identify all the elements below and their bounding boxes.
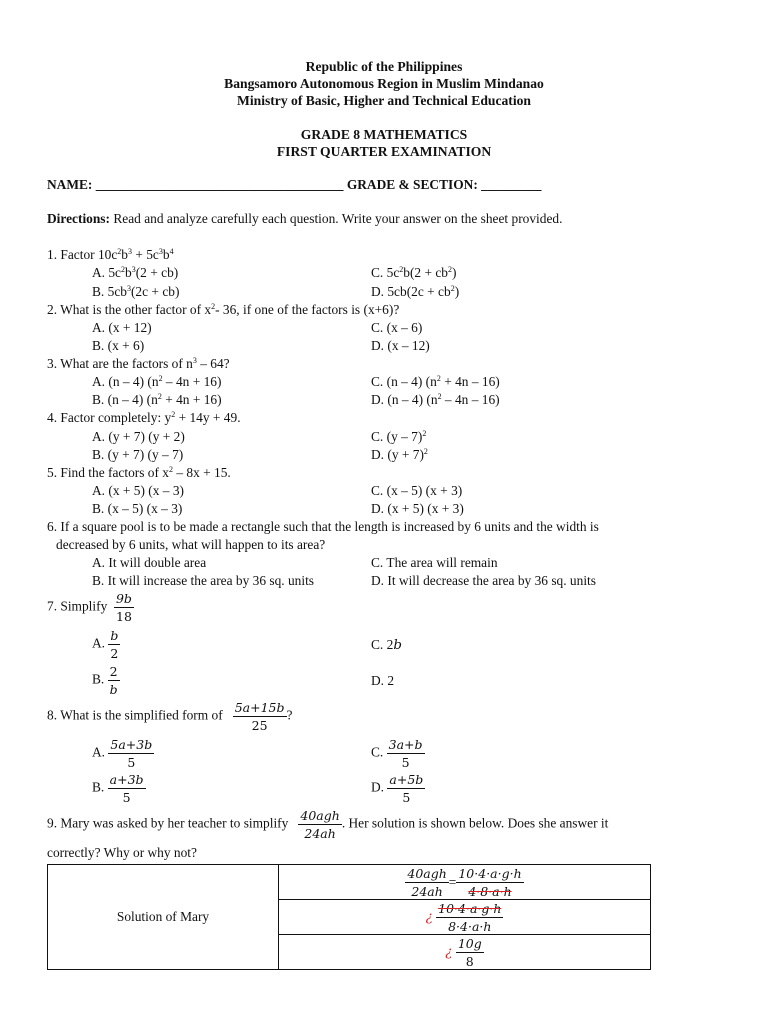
grade-section-label: GRADE & SECTION: [346,177,478,192]
q7-option-b[interactable]: B. $\frac{2}{b}$ [92,664,118,697]
question-6: 6. If a square pool is to be made a rectangle such that the length is increased by 6 units and the width is [47,519,599,534]
q3-option-c[interactable]: C. (n – 4) $(n^2 + 4n - 16)$ [371,374,500,389]
solution-table [47,864,651,970]
question-1: 1. Factor $10c^2b^3 + 5c^3b^4$ [47,247,174,262]
name-label: NAME: [47,177,93,192]
q9-fraction: $\frac{\text{40agh}}{24ah}$ [300,808,340,841]
header-republic: Republic of the Philippines [305,59,463,74]
q7-fraction: $\frac{9b}{18}$ [115,591,132,624]
q8-fraction: $\frac{5a+15b}{25}$ [234,700,285,733]
q8-option-c[interactable]: C. $\frac{3a+b}{5}$ [371,737,423,770]
question-5: 5. Find the factors of $x^2 - 8x + 15$. [47,465,231,480]
solution-label: Solution of Mary [48,865,279,970]
q8-option-a[interactable]: A. $\frac{5a+3b}{5}$ [92,737,153,770]
student-info-line [47,177,541,193]
q2-option-c[interactable]: C. (x – 6) [371,320,423,335]
q2-option-d[interactable]: D. (x – 12) [371,338,430,353]
q4-option-d[interactable]: D. $(y + 7)^2$ [371,447,428,462]
q1-option-c[interactable]: C. $5c^2b(2 + cb^2)$ [371,265,457,280]
question-9: 9. Mary was asked by her teacher to simplify $\frac{\text{40agh}}{24ah}$ . Her solution is shown below. Does she answer it [47,808,609,841]
q8-option-b[interactable]: B. $\frac{a+3b}{5}$ [92,772,144,805]
solution-step-1: $\frac{\text{40agh}}{24ah}$ = $\frac{10\cdot 4\cdot a\cdot g\cdot h}{4\cdot 8\cdot a\cdot h}$ [279,865,651,900]
header-region: Bangsamoro Autonomous Region in Muslim Mindanao [224,76,544,91]
q1-option-a[interactable]: A. $5c^2b^3(2 + cb)$ [92,265,179,280]
question-4: 4. Factor completely: $y^2 + 14y + 49$. [47,410,241,425]
q3-option-a[interactable]: A. (n – 4) $(n^2 - 4n + 16)$ [92,374,222,389]
q5-option-d[interactable]: D. (x + 5) (x + 3) [371,501,464,516]
question-9-cont: correctly? Why or why not? [47,845,197,860]
q7-option-c[interactable]: C. 2b [371,637,402,653]
q4-option-a[interactable]: A. (y + 7) (y + 2) [92,429,185,444]
question-6-cont: decreased by 6 units, what will happen to its area? [56,537,326,552]
q7-option-a[interactable]: A. $\frac{b}{2}$ [92,628,119,661]
solution-step-2: ¿ $\frac{10\cdot 4\cdot a\cdot g\cdot h}{8\cdot 4\cdot a\cdot h}$ [279,900,651,935]
q6-option-a[interactable]: A. It will double area [92,555,207,570]
q2-option-a[interactable]: A. (x + 12) [92,320,152,335]
grade-section-blank[interactable]: _________ [481,177,542,192]
q7-option-d[interactable]: D. 2 [371,673,395,688]
red-mark: ¿ [445,944,453,960]
header-ministry: Ministry of Basic, Higher and Technical Education [237,93,531,108]
crossed-denominator: 4·8·a·h [468,883,512,899]
q3-option-d[interactable]: D. (n – 4) $(n^2 - 4n - 16)$ [371,392,500,407]
q8-option-d[interactable]: D. $\frac{a+5b}{5}$ [371,772,424,805]
question-3: 3. What are the factors of $n^3 - 64$? [47,356,230,371]
document-header [0,58,768,160]
question-8: 8. What is the simplified form of $\frac{5a+15b}{25}$ ? [47,700,293,733]
exam-subject: GRADE 8 MATHEMATICS [300,127,468,142]
directions-text: Read and analyze carefully each question. Write your answer on the sheet provided. [109,211,563,226]
question-7: 7. Simplify $\frac{9b}{18}$ [47,591,132,624]
q4-option-c[interactable]: C. (y – 7)$^2$ [371,429,427,444]
red-mark: ¿ [425,909,433,925]
solution-step-3: ¿ $\frac{10g}{8}$ [279,935,651,970]
q4-option-b[interactable]: B. (y + 7) (y – 7) [92,447,184,462]
q6-option-c[interactable]: C. The area will remain [371,555,498,570]
name-blank[interactable]: _____________________________________ [95,177,344,192]
directions [47,211,562,227]
q1-option-b[interactable]: B. $5cb^3(2c + cb)$ [92,284,180,299]
q6-option-b[interactable]: B. It will increase the area by 36 sq. units [92,573,315,588]
q2-option-b[interactable]: B. (x + 6) [92,338,145,353]
q3-option-b[interactable]: B. (n – 4) $(n^2 + 4n + 16)$ [92,392,222,407]
q6-option-d[interactable]: D. It will decrease the area by 36 sq. units [371,573,596,588]
q5-option-a[interactable]: A. (x + 5) (x – 3) [92,483,184,498]
q1-option-d[interactable]: D. $5cb(2c + cb^2)$ [371,284,460,299]
question-2: 2. What is the other factor of $x^2-$ 36, if one of the factors is (x+6)? [47,302,400,317]
directions-label: Directions: [47,211,110,226]
exam-title: FIRST QUARTER EXAMINATION [276,144,492,159]
q5-option-c[interactable]: C. (x – 5) (x + 3) [371,483,463,498]
q5-option-b[interactable]: B. (x – 5) (x – 3) [92,501,183,516]
